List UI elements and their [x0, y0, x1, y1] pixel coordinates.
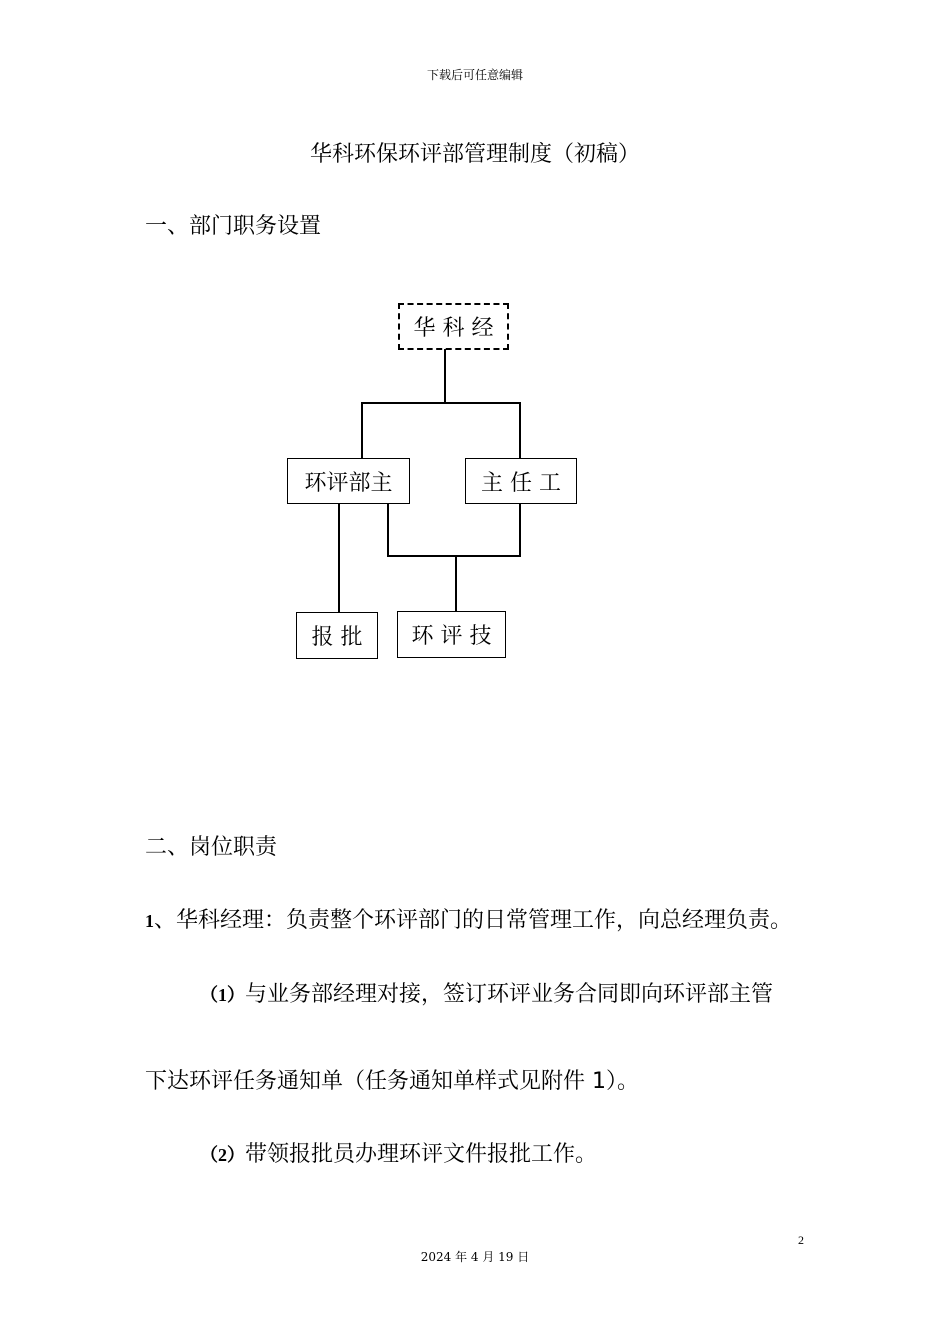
connector-line — [455, 555, 457, 612]
header-note: 下载后可任意编辑 — [426, 68, 523, 82]
org-box-approval — [296, 612, 378, 659]
page-number: 2 — [798, 1233, 804, 1247]
org-box-manager — [398, 303, 509, 350]
duty-item-text: 、华科经理：负责整个环评部门的日常管理工作，向总经理负责。 — [154, 908, 793, 933]
duty-sub-item-1-continued: 下达环评任务通知单（任务通知单样式见附件 1）。 — [145, 1069, 639, 1094]
connector-line — [519, 503, 521, 557]
footer-date: 2024 年 4 月 19 日 — [420, 1250, 530, 1264]
duty-item-1 — [145, 903, 792, 934]
connector-line — [361, 402, 521, 404]
org-box-dept-head — [287, 458, 410, 504]
connector-line — [519, 402, 521, 459]
duty-sub-item-2 — [200, 1137, 597, 1168]
org-box-technician — [397, 611, 506, 658]
sub-item-text: 与业务部经理对接，签订环评业务合同即向环评部主管 — [245, 982, 774, 1007]
org-box-dept-head-label: 环评部主 — [304, 470, 393, 496]
section-heading-duties: 二、岗位职责 — [145, 835, 278, 860]
connector-line — [444, 349, 446, 403]
connector-line — [361, 402, 363, 459]
connector-line — [338, 503, 340, 613]
org-box-chief-engineer-label: 主 任 工 — [481, 470, 561, 496]
org-box-approval-label: 报 批 — [311, 625, 363, 650]
sub-item-text: 带领报批员办理环评文件报批工作。 — [245, 1142, 598, 1167]
sub-item-number: （2） — [200, 1145, 245, 1165]
duty-item-number: 1 — [145, 911, 154, 931]
duty-sub-item-1 — [200, 977, 773, 1008]
connector-line — [387, 503, 389, 557]
document-title: 华科环保环评部管理制度（初稿） — [309, 142, 640, 167]
org-box-manager-label: 华 科 经 — [413, 316, 494, 341]
org-box-technician-label: 环 评 技 — [411, 624, 492, 649]
connector-line — [387, 555, 521, 557]
section-heading-org: 一、部门职务设置 — [145, 214, 322, 239]
org-box-chief-engineer — [465, 458, 577, 504]
sub-item-number: （1） — [200, 985, 245, 1005]
